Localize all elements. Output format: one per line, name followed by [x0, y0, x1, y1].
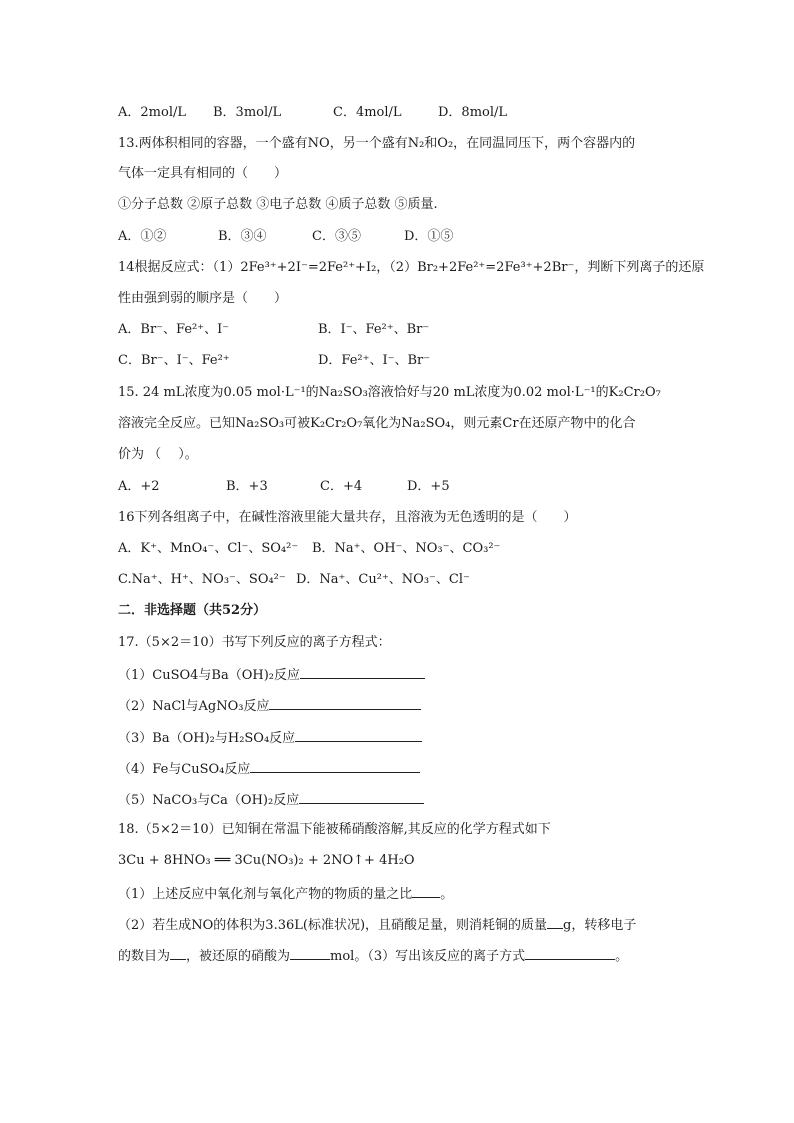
answer-blank[interactable] [269, 696, 421, 710]
q13-option-d: D．①⑤ [404, 229, 454, 244]
q16-options-row1 [118, 540, 688, 558]
q17-title: 17.（5×2＝10）书写下列反应的离子方程式： [118, 635, 391, 650]
q12-option-a: A．2mol/L [118, 105, 186, 120]
q14-option-a: A．Br⁻、Fe²⁺、I⁻ [118, 322, 230, 337]
q18-part3: 的数目为 ，被还原的硝酸为 mol。（3）写出该反应的离子方式 。 [118, 946, 688, 966]
q15-stem-line1: 15. 24 mL浓度为0.05 mol·L⁻¹的Na₂SO₃溶液恰好与20 mL浓度为0.02 mol·L⁻¹的K₂Cr₂O₇ [118, 385, 661, 400]
q17-item-4: （4）Fe与CuSO₄反应 [118, 759, 688, 779]
q17-item-5: （5）NaCO₃与Ca（OH)₂反应 [118, 790, 688, 810]
answer-blank[interactable] [300, 665, 425, 679]
q15-stem-line2: 溶液完全反应。已知Na₂SO₃可被K₂Cr₂O₇氧化为Na₂SO₄，则元素Cr在还原产物中的化合 [118, 416, 636, 431]
answer-blank[interactable] [290, 946, 330, 960]
q18-title: 18.（5×2＝10）已知铜在常温下能被稀硝酸溶解,其反应的化学方程式如下 [118, 822, 551, 837]
q14-stem-line2: 性由强到弱的顺序是（ ） [118, 291, 288, 306]
q12-option-c: C．4mol/L [333, 105, 402, 120]
q15-option-a: A．+2 [118, 479, 160, 494]
q15-stem-line3: 价为 （ ）。 [118, 447, 198, 462]
q13-option-a: A．①② [118, 229, 167, 244]
answer-blank[interactable] [547, 915, 563, 929]
answer-blank[interactable] [170, 946, 186, 960]
q14-option-b: B．I⁻、Fe²⁺、Br⁻ [318, 322, 430, 337]
q16-option-c: C.Na⁺、H⁺、NO₃⁻、SO₄²⁻ [118, 572, 286, 587]
q16-stem: 16下列各组离子中，在碱性溶液里能大量共存，且溶液为无色透明的是（ ） [118, 510, 577, 525]
q16-options-row2 [118, 571, 688, 589]
q16-option-d: D．Na⁺、Cu²⁺、NO₃⁻、Cl⁻ [296, 572, 470, 587]
q16-option-a: A．K⁺、MnO₄⁻、Cl⁻、SO₄²⁻ [118, 541, 299, 556]
q14-options-row1 [118, 321, 688, 339]
q17-item-3: （3）Ba（OH)₂与H₂SO₄反应 [118, 728, 688, 748]
q13-option-b: B．③④ [218, 229, 267, 244]
q18-equation: 3Cu + 8HNO₃ ══ 3Cu(NO₃)₂ + 2NO↑+ 4H₂O [118, 853, 415, 868]
q13-stem-line1: 13.两体积相同的容器，一个盛有NO，另一个盛有N₂和O₂，在同温同压下，两个容器内的 [118, 136, 636, 151]
q15-option-d: D．+5 [407, 479, 450, 494]
answer-blank[interactable] [412, 884, 440, 898]
q17-item-2: （2）NaCl与AgNO₃反应 [118, 696, 688, 716]
q12-option-d: D．8mol/L [438, 105, 508, 120]
q14-stem-line1: 14根据反应式：（1）2Fe³⁺+2I⁻=2Fe²⁺+I₂，（2）Br₂+2Fe²⁺=2Fe³⁺+2Br⁻，判断下列离子的还原 [118, 260, 705, 275]
q16-option-b: B．Na⁺、OH⁻、NO₃⁻、CO₃²⁻ [312, 541, 501, 556]
answer-blank[interactable] [299, 790, 424, 804]
answer-blank[interactable] [295, 728, 422, 742]
answer-blank[interactable] [250, 759, 420, 773]
q15-option-b: B．+3 [226, 479, 268, 494]
q18-part1: （1）上述反应中氧化剂与氧化产物的物质的量之比 。 [118, 884, 688, 904]
q17-item-1: （1）CuSO4与Ba（OH)₂反应 [118, 665, 688, 685]
q12-options [118, 104, 688, 122]
q13-items: ①分子总数 ②原子总数 ③电子总数 ④质子总数 ⑤质量. [118, 197, 438, 212]
q12-option-b: B．3mol/L [213, 105, 282, 120]
q14-options-row2 [118, 352, 688, 370]
q14-option-c: C．Br⁻、I⁻、Fe²⁺ [118, 353, 230, 368]
q15-options [118, 478, 688, 496]
q15-option-c: C．+4 [320, 479, 363, 494]
q13-stem-line2: 气体一定具有相同的（ ） [118, 166, 288, 181]
q18-part2: （2）若生成NO的体积为3.36L(标准状况)，且硝酸足量，则消耗铜的质量 g，转移电子 [118, 915, 688, 935]
q13-option-c: C．③⑤ [312, 229, 361, 244]
q13-options [118, 228, 688, 246]
answer-blank[interactable] [525, 946, 615, 960]
section-heading: 二．非选择题（共52分） [118, 603, 267, 618]
q14-option-d: D．Fe²⁺、I⁻、Br⁻ [318, 353, 431, 368]
